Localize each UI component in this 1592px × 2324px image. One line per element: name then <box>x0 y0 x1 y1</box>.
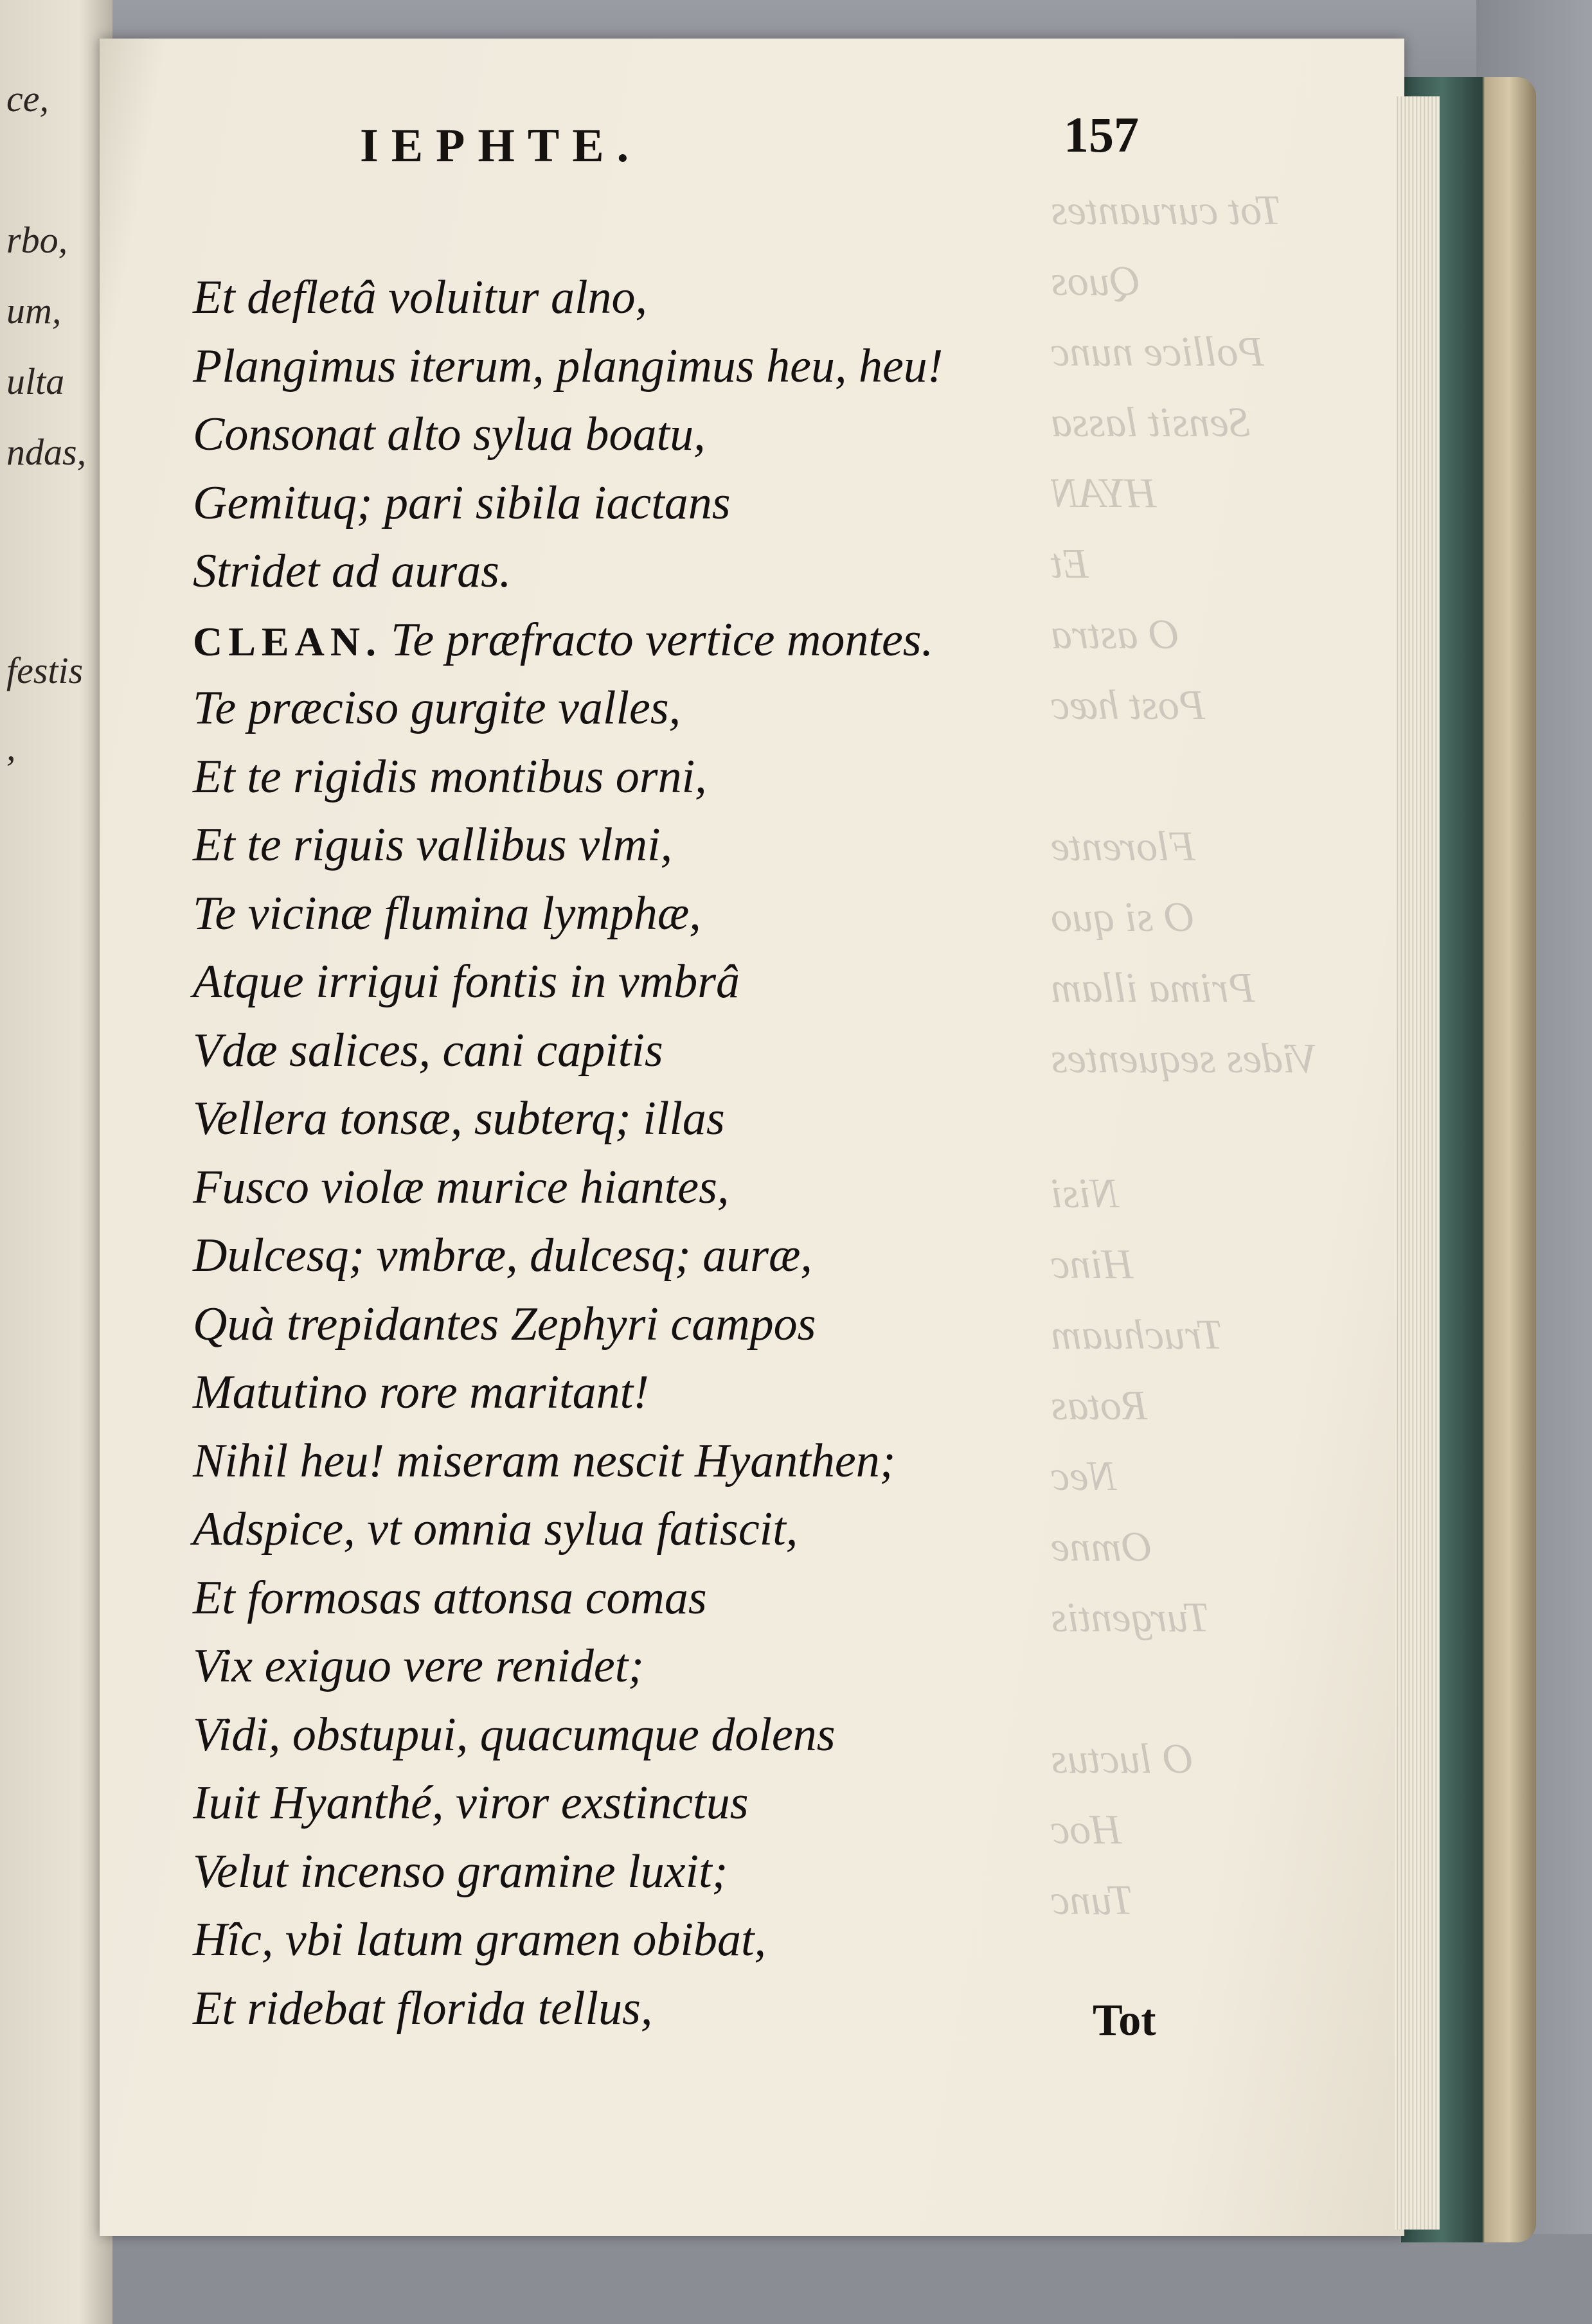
facing-page-fragment: rbo, <box>6 219 68 261</box>
speaker-label: CLEAN. <box>193 618 382 664</box>
page-edges <box>1395 96 1440 2230</box>
verse-line <box>193 1906 1221 1974</box>
verse-line <box>193 400 1221 469</box>
verse-line <box>193 1495 1221 1564</box>
verse-line <box>193 1838 1221 1906</box>
verse-line-text: Vix exiguo vere renidet; <box>193 1640 644 1692</box>
verse-line <box>193 880 1221 948</box>
verse-line <box>193 469 1221 538</box>
verse-line-text: Fusco violæ murice hiantes, <box>193 1160 729 1214</box>
verse-line-text: Stridet ad auras. <box>193 545 512 598</box>
verse-text <box>193 263 1221 2043</box>
verse-line <box>193 811 1221 880</box>
facing-page-fragment: , <box>6 727 16 768</box>
facing-page-fragment: festis <box>6 650 84 691</box>
verse-line-text: Plangimus iterum, plangimus heu, heu! <box>193 339 944 393</box>
verse-line <box>193 1290 1221 1359</box>
facing-page-fragment: um, <box>6 290 62 332</box>
verse-line <box>193 1974 1221 2043</box>
catchword: Tot <box>1093 1996 1156 2045</box>
verse-line-text: Vellera tonsæ, subterq; illas <box>193 1092 725 1145</box>
verse-line-text: Te vicinæ flumina lymphæ, <box>193 887 701 940</box>
verse-line <box>193 537 1221 606</box>
verse-line-text: Et te rigidis montibus orni, <box>193 750 707 803</box>
verse-line-text: Et defletâ voluitur alno, <box>193 271 648 324</box>
page-number: 157 <box>1064 107 1139 163</box>
verse-line-text: Iuit Hyanthé, viror exstinctus <box>193 1777 749 1829</box>
verse-line <box>193 674 1221 743</box>
verse-line-text: Et ridebat florida tellus, <box>193 1982 653 2035</box>
verse-line <box>193 1769 1221 1838</box>
verse-line-text: Velut incenso gramine luxit; <box>193 1845 728 1898</box>
verse-line-text: Matutino rore maritant! <box>193 1366 649 1419</box>
verse-line <box>193 1427 1221 1496</box>
verse-line <box>193 1221 1221 1290</box>
verse-line <box>193 606 1221 675</box>
verse-line <box>193 1085 1221 1153</box>
verse-line <box>193 1564 1221 1633</box>
verse-line-text: Adspice, vt omnia sylua fatiscit, <box>193 1503 798 1556</box>
verse-line <box>193 743 1221 812</box>
verse-line <box>193 1701 1221 1770</box>
running-head: IEPHTE. <box>360 120 642 172</box>
show-through-text: Tot curuantes Quos Pollice nunc Sensit lassa HYAN Et O astra Post hæc Florente O si quo Prima illam Vides sequentes Nisi Hinc Truchuam Rotas Nec Omne Turgentis O luctus Hoc Tunc <box>1051 187 1318 1924</box>
background-cloth-bottom <box>0 2234 1592 2324</box>
verse-line-text: Hîc, vbi latum gramen obibat, <box>193 1913 767 1966</box>
verse-line-text: Vdæ salices, cani capitis <box>193 1024 663 1077</box>
verse-line-text: Quà trepidantes Zephyri campos <box>193 1297 816 1351</box>
verse-line-text: Vidi, obstupui, quacumque dolens <box>193 1708 836 1761</box>
facing-page-fragment: ndas, <box>6 431 87 473</box>
verse-line <box>193 1153 1221 1222</box>
verse-line-text: Gemituq; pari sibila iactans <box>193 476 731 529</box>
verse-line-text: Nihil heu! miseram nescit Hyanthen; <box>193 1434 896 1487</box>
verse-line-text: Te præciso gurgite valles, <box>193 682 681 734</box>
verse-line <box>193 263 1221 332</box>
verse-line <box>193 1016 1221 1085</box>
verse-line-text: Te præfracto vertice montes. <box>391 613 934 666</box>
verse-line-text: Consonat alto sylua boatu, <box>193 408 706 461</box>
verse-line <box>193 332 1221 401</box>
verse-line <box>193 1358 1221 1427</box>
facing-page-fragment: ulta <box>6 360 65 402</box>
verse-line-text: Dulcesq; vmbræ, dulcesq; auræ, <box>193 1229 812 1282</box>
facing-page-fragment: ce, <box>6 78 49 120</box>
verse-line <box>193 948 1221 1016</box>
verse-line-text: Et te riguis vallibus vlmi, <box>193 819 673 871</box>
verse-line <box>193 1632 1221 1701</box>
facing-page-edge <box>0 0 112 2324</box>
verse-line-text: Atque irrigui fontis in vmbrâ <box>193 955 740 1008</box>
verse-line-text: Et formosas attonsa comas <box>193 1571 707 1624</box>
